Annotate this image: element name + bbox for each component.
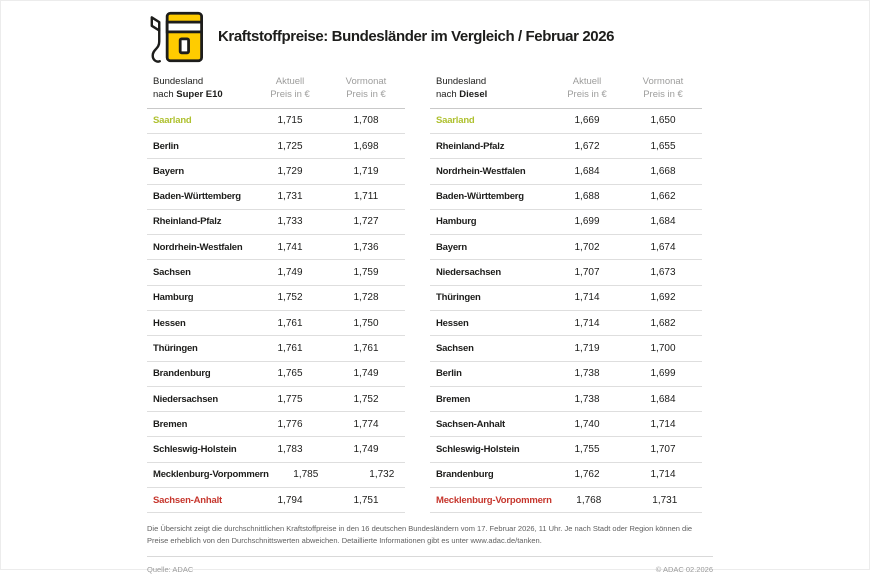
table-row	[430, 134, 702, 159]
price-aktuell-cell: 1,794	[277, 494, 303, 506]
column-header-bundesland	[147, 76, 253, 102]
price-aktuell-cell: 1,702	[574, 241, 600, 253]
table-row	[147, 134, 405, 159]
price-aktuell-cell: 1,672	[574, 140, 600, 152]
price-vormonat-cell: 1,711	[353, 191, 379, 203]
table-body-super-e10	[147, 109, 405, 514]
state-name-cell: Nordrhein-Westfalen	[436, 165, 526, 177]
state-name-cell: Hessen	[436, 317, 469, 329]
header-line-nach: nach	[436, 88, 460, 100]
price-aktuell-cell: 1,755	[574, 444, 600, 456]
table-row	[147, 235, 405, 260]
price-vormonat-cell: 1,699	[650, 368, 676, 380]
price-aktuell-cell: 1,768	[576, 494, 602, 506]
price-vormonat-cell: 1,655	[650, 140, 676, 152]
state-name-cell: Berlin	[153, 140, 179, 152]
table-row	[147, 286, 405, 311]
footnote: Die Übersicht zeigt die durchschnittlichen Kraftstoffpreise in den 16 deutschen Bundesländern vom 17. Februar 2026, 11 Uhr. Je nach Stadt oder Region können die Preise erheblich von den Durchschnittswerten abweichen. Detaillierte Informationen gibt es unter www.adac.de/tanken.	[147, 524, 693, 545]
copyright-label: © ADAC 02.2026	[655, 564, 713, 574]
table-row	[430, 286, 702, 311]
header-line-bundesland: Bundesland	[436, 76, 487, 87]
state-name-cell: Thüringen	[153, 342, 198, 354]
header-line-bundesland: Bundesland	[153, 76, 204, 87]
state-name-cell: Bayern	[436, 241, 468, 253]
price-aktuell-cell: 1,714	[574, 292, 600, 304]
table-header-diesel	[430, 76, 702, 109]
price-vormonat-cell: 1,774	[353, 418, 379, 430]
price-aktuell-cell: 1,715	[277, 115, 303, 127]
state-name-cell: Bremen	[153, 418, 188, 430]
price-aktuell-cell: 1,733	[277, 216, 303, 228]
column-header-aktuell: Aktuell Preis in €	[567, 76, 607, 100]
price-aktuell-cell: 1,729	[277, 165, 303, 177]
price-vormonat-cell: 1,752	[353, 393, 379, 405]
price-vormonat-cell: 1,662	[650, 191, 676, 203]
price-vormonat-cell: 1,749	[353, 368, 379, 380]
table-row	[430, 159, 702, 184]
price-aktuell-cell: 1,688	[574, 191, 600, 203]
price-aktuell-cell: 1,749	[277, 267, 303, 279]
price-aktuell-cell: 1,719	[574, 342, 600, 354]
table-row	[147, 311, 405, 336]
table-row	[147, 159, 405, 184]
table-row	[147, 362, 405, 387]
state-name-cell: Sachsen	[436, 342, 474, 354]
state-name-cell: Schleswig-Holstein	[436, 444, 520, 456]
price-aktuell-cell: 1,761	[277, 317, 303, 329]
state-name-cell: Sachsen-Anhalt	[436, 418, 505, 430]
source-label: Quelle: ADAC	[147, 564, 194, 574]
column-header-vormonat: Vormonat Preis in €	[642, 76, 684, 100]
price-vormonat-cell: 1,714	[650, 418, 676, 430]
state-name-cell: Nordrhein-Westfalen	[153, 241, 243, 253]
table-row	[147, 210, 405, 235]
column-header-aktuell: Aktuell Preis in €	[270, 76, 310, 100]
table-row	[430, 235, 702, 260]
state-name-cell: Sachsen-Anhalt	[153, 494, 222, 506]
table-row	[430, 412, 702, 437]
table-row	[147, 387, 405, 412]
price-vormonat-cell: 1,732	[369, 469, 395, 481]
price-vormonat-cell: 1,673	[650, 267, 676, 279]
table-row	[147, 185, 405, 210]
state-name-cell: Brandenburg	[153, 368, 211, 380]
state-name-cell: Rheinland-Pfalz	[436, 140, 505, 152]
table-row	[147, 260, 405, 285]
price-aktuell-cell: 1,738	[574, 368, 600, 380]
state-name-cell: Baden-Württemberg	[436, 191, 524, 203]
state-name-cell: Rheinland-Pfalz	[153, 216, 222, 228]
state-name-cell: Niedersachsen	[436, 267, 501, 279]
price-aktuell-cell: 1,765	[277, 368, 303, 380]
table-row	[430, 185, 702, 210]
price-aktuell-cell: 1,707	[574, 267, 600, 279]
state-name-cell: Hessen	[153, 317, 186, 329]
footer-divider	[147, 556, 713, 557]
price-vormonat-cell: 1,714	[650, 469, 676, 481]
price-aktuell-cell: 1,699	[574, 216, 600, 228]
price-aktuell-cell: 1,761	[277, 342, 303, 354]
table-body-diesel	[430, 109, 702, 514]
price-aktuell-cell: 1,731	[277, 191, 303, 203]
table-row	[430, 311, 702, 336]
table-row	[430, 362, 702, 387]
price-vormonat-cell: 1,684	[650, 393, 676, 405]
table-row	[147, 488, 405, 513]
state-name-cell: Schleswig-Holstein	[153, 444, 237, 456]
price-aktuell-cell: 1,785	[293, 469, 319, 481]
price-aktuell-cell: 1,684	[574, 165, 600, 177]
page-title: Kraftstoffpreise: Bundesländer im Vergleich / Februar 2026	[218, 28, 615, 45]
state-name-cell: Niedersachsen	[153, 393, 218, 405]
column-header-bundesland	[430, 76, 550, 102]
price-vormonat-cell: 1,682	[650, 317, 676, 329]
price-aktuell-cell: 1,752	[277, 292, 303, 304]
price-vormonat-cell: 1,736	[353, 241, 379, 253]
state-name-cell: Hamburg	[436, 216, 477, 228]
table-diesel	[430, 76, 702, 513]
infographic-canvas	[147, 1, 713, 574]
price-aktuell-cell: 1,738	[574, 393, 600, 405]
state-name-cell: Saarland	[153, 115, 192, 127]
price-aktuell-cell: 1,741	[277, 241, 303, 253]
state-name-cell: Thüringen	[436, 292, 481, 304]
price-aktuell-cell: 1,762	[574, 469, 600, 481]
price-aktuell-cell: 1,740	[574, 418, 600, 430]
price-aktuell-cell: 1,669	[574, 115, 600, 127]
price-vormonat-cell: 1,650	[650, 115, 676, 127]
state-name-cell: Mecklenburg-Vorpommern	[436, 494, 552, 506]
table-row	[430, 463, 702, 488]
fuel-type-label: Super E10	[176, 88, 223, 100]
header-line-nach: nach	[153, 88, 177, 100]
price-vormonat-cell: 1,674	[650, 241, 676, 253]
fuel-pump-icon	[147, 10, 205, 64]
price-aktuell-cell: 1,775	[277, 393, 303, 405]
table-row	[147, 463, 405, 488]
price-vormonat-cell: 1,759	[353, 267, 379, 279]
table-header-super-e10	[147, 76, 405, 109]
price-vormonat-cell: 1,692	[650, 292, 676, 304]
price-vormonat-cell: 1,761	[353, 342, 379, 354]
table-row	[430, 387, 702, 412]
table-row	[430, 210, 702, 235]
price-vormonat-cell: 1,684	[650, 216, 676, 228]
state-name-cell: Mecklenburg-Vorpommern	[153, 469, 269, 481]
price-aktuell-cell: 1,776	[277, 418, 303, 430]
column-header-vormonat: Vormonat Preis in €	[345, 76, 387, 100]
price-vormonat-cell: 1,698	[353, 140, 379, 152]
source-row	[147, 565, 713, 574]
price-aktuell-cell: 1,725	[277, 140, 303, 152]
state-name-cell: Baden-Württemberg	[153, 191, 241, 203]
state-name-cell: Saarland	[436, 115, 475, 127]
table-super-e10	[147, 76, 405, 513]
price-vormonat-cell: 1,749	[353, 444, 379, 456]
price-aktuell-cell: 1,783	[277, 444, 303, 456]
price-vormonat-cell: 1,727	[353, 216, 379, 228]
state-name-cell: Bremen	[436, 393, 471, 405]
table-row	[430, 109, 702, 134]
price-vormonat-cell: 1,750	[353, 317, 379, 329]
price-vormonat-cell: 1,708	[353, 115, 379, 127]
table-row	[430, 437, 702, 462]
table-row	[147, 109, 405, 134]
state-name-cell: Brandenburg	[436, 469, 494, 481]
tables-container	[147, 76, 713, 513]
table-row	[430, 488, 702, 513]
price-vormonat-cell: 1,719	[353, 165, 379, 177]
price-vormonat-cell: 1,751	[353, 494, 379, 506]
price-vormonat-cell: 1,728	[353, 292, 379, 304]
price-vormonat-cell: 1,700	[650, 342, 676, 354]
table-row	[147, 437, 405, 462]
state-name-cell: Berlin	[436, 368, 462, 380]
table-row	[430, 336, 702, 361]
masthead	[147, 8, 713, 65]
price-aktuell-cell: 1,714	[574, 317, 600, 329]
state-name-cell: Hamburg	[153, 292, 194, 304]
state-name-cell: Sachsen	[153, 267, 191, 279]
fuel-type-label: Diesel	[459, 88, 488, 100]
table-row	[147, 336, 405, 361]
price-vormonat-cell: 1,731	[652, 494, 678, 506]
table-row	[430, 260, 702, 285]
price-vormonat-cell: 1,707	[650, 444, 676, 456]
table-row	[147, 412, 405, 437]
state-name-cell: Bayern	[153, 165, 185, 177]
price-vormonat-cell: 1,668	[650, 165, 676, 177]
